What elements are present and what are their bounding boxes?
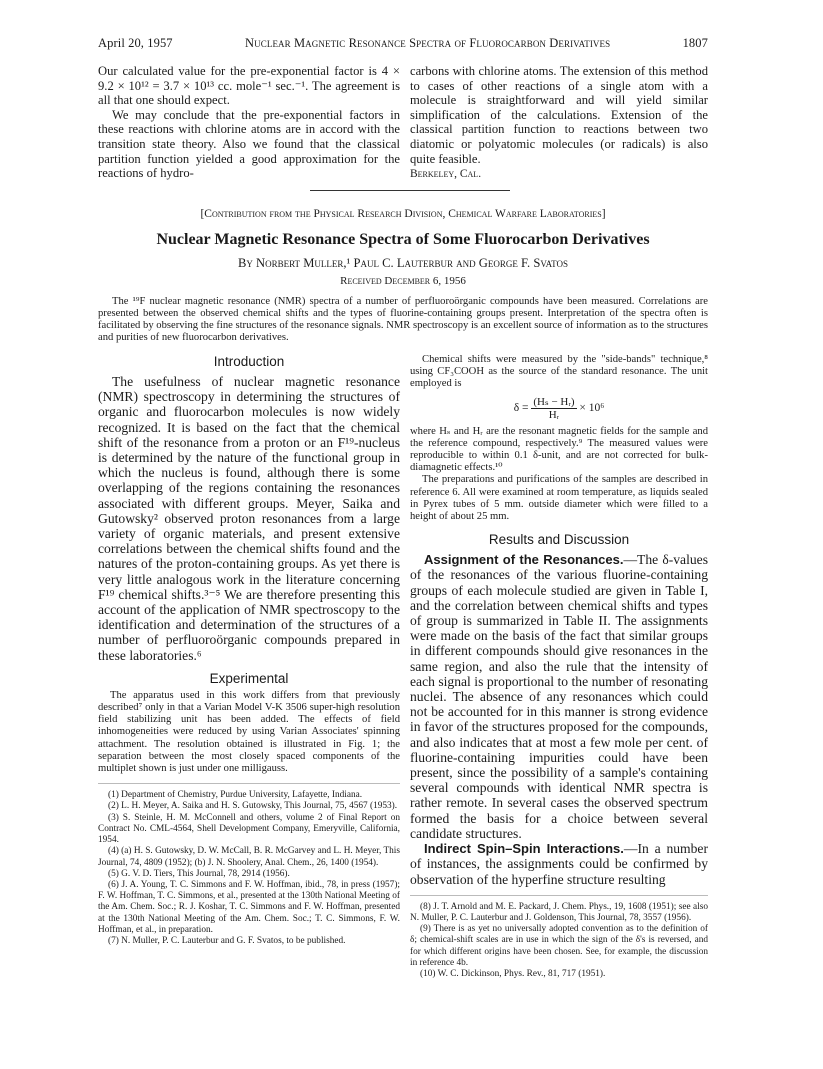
methods-paragraph-2: where Hₛ and Hᵣ are the resonant magnetic fields for the sample and the reference compound, respectively.⁹ The measured values were reproducible to within 0.1 δ-unit, and are not corrected for bulk-diamagnetic effects.¹⁰ — [410, 425, 708, 474]
abstract-text: The ¹⁹F nuclear magnetic resonance (NMR) spectra of a number of perfluoroörganic compounds have been measured. Correlations are presented between the observed chemical shifts and the types of fluorine-containing groups present. Interpretation of the spectra often is facilitated by observing the fine structures of the resonance signals. NMR spectroscopy is an excellent source of information as to the structures and purities of new fluorocarbon derivatives. — [98, 296, 708, 343]
footnote-rule — [98, 783, 400, 784]
left-footnotes — [98, 790, 400, 947]
footnote-3: (3) S. Steinle, H. M. McConnell and others, volume 2 of Final Report on Contract No. CML-4564, Shell Development Company, Emeryville, California, 1954. — [98, 812, 400, 846]
assignment-text: —The δ-values of the resonances of the various fluorine-containing groups of each molecule studied are given in Table I, and the correlation between chemical shifts and types of group is summarized in Table II. The assignments were made on the basis of the fact that similar groups in different compounds should give resonances in the same region, and also the rule that the intensity of each signal is proportional to the number of resonating nuclei. The absence of any resonances which could not be accounted for in this manner is strong evidence in favor of the structures proposed for the compounds, and also indicates that at most a few mole per cent. of fluorine-containing impurities could have been present, since the possibility of a sample's containing several compounds with identical NMR spectra is rather remote. In several cases the observed spectrum formed the basis for a choice between several candidate structures. — [410, 552, 708, 841]
prev-left-paragraph-2: We may conclude that the pre-exponential factors in these reactions with chlorine atoms are in accord with the transition state theory. Also we found that the classical partition function yielded a good approximation for the reactions of hydro- — [98, 107, 400, 181]
footnote-8: (8) J. T. Arnold and M. E. Packard, J. Chem. Phys., 19, 1608 (1951); see also N. Muller, P. C. Lauterbur and J. Goldenson, This Journal, 78, 3557 (1956). — [410, 901, 708, 923]
right-footnote-rule — [410, 895, 708, 896]
results-body — [410, 552, 708, 886]
experimental-body — [98, 690, 400, 775]
footnote-6: (6) J. A. Young, T. C. Simmons and F. W. Hoffman, ibid., 78, in press (1957); F. W. Hoffman, T. C. Simmons, et al., presented at the 130th National Meeting of the Am. Chem. Soc.; R. J. Koshar, T. C. Simmons and F. W. Hoffman, presented at the 130th National Meeting of the Am. Chem. Soc.; T. C. Simmons, F. W. Hoffman, et al., in preparation. — [98, 879, 400, 935]
experimental-heading: Experimental — [209, 670, 289, 686]
equation-denominator: Hᵣ — [548, 408, 560, 421]
right-column — [410, 354, 708, 980]
methods-paragraph-3: The preparations and purifications of the samples are described in reference 6. All were examined at room temperature, as liquids sealed in Pyrex tubes of 5 mm. outside diameter which were filled to a height of about 25 mm. — [410, 474, 708, 523]
abstract — [98, 296, 708, 344]
prev-right-paragraph-1: carbons with chlorine atoms. The extension of this method to cases of other reactions of a single atom with a molecule is straightforward and will yield similar simplification of the calculations. Extension of the classical partition function to reactions between two diatomic or polyatomic molecules (or radicals) is also quite feasible. — [410, 64, 708, 166]
assignment-paragraph — [410, 552, 708, 841]
received-date: Received December 6, 1956 — [340, 275, 466, 287]
article-authors: By Norbert Muller,¹ Paul C. Lauterbur and George F. Svatos — [237, 256, 569, 270]
article-separator — [310, 190, 510, 191]
equation-rhs: × 10⁶ — [579, 401, 605, 414]
experimental-paragraph: The apparatus used in this work differs from that previously described⁷ only in that a Varian Model V-K 3506 super-high resolution field stabilizing unit has been added. The effects of field inhomogeneities were reduced by using Varian Associates' spinning attachment. The resolution obtained is illustrated in Fig. 1; the separation between the most closely spaced components of the multiplet shown is just under one milligauss. — [98, 689, 400, 775]
equation-lhs: δ = — [513, 401, 529, 414]
footnote-2: (2) L. H. Meyer, A. Saika and H. S. Gutowsky, This Journal, 75, 4567 (1953). — [108, 801, 398, 812]
article-title: Nuclear Magnetic Resonance Spectra of Some Fluorocarbon Derivatives — [156, 231, 650, 248]
right-footnotes — [410, 902, 708, 980]
delta-equation — [410, 396, 708, 421]
issue-date: April 20, 1957 — [98, 36, 173, 50]
spin-runin-heading: Indirect Spin–Spin Interactions. — [424, 841, 624, 857]
footnote-1: (1) Department of Chemistry, Purdue University, Lafayette, Indiana. — [108, 790, 363, 801]
page-number: 1807 — [682, 36, 708, 50]
equation-numerator: (Hₛ − Hᵣ) — [533, 395, 575, 408]
running-title: Nuclear Magnetic Resonance Spectra of Fluorocarbon Derivatives — [245, 36, 611, 50]
methods-body-2 — [410, 426, 708, 524]
introduction-paragraph: The usefulness of nuclear magnetic resonance (NMR) spectroscopy in determining the structures of organic and fluorocarbon molecules is now widely recognized. It is based on the fact that the chemical shift of the resonance from a proton or an F¹⁹-nucleus is determined by the nature of the functional group in which the nucleus is found, although there is some overlapping of the regions containing the resonances associated with different groups. Meyer, Saika and Gutowsky² observed proton resonances from a large variety of organic materials, and present extensive correlations between the chemical shifts found and the natures of the proton-containing groups. As yet there is very little analogous work in the literature concerning F¹⁹ chemical shifts.³⁻⁵ We are therefore presenting this account of the application of NMR spectroscopy to the identification and determination of the structures of a number of perfluoroörganic compounds prepared in these laboratories.⁶ — [98, 374, 400, 663]
prev-article-right — [410, 64, 708, 182]
footnote-10: (10) W. C. Dickinson, Phys. Rev., 81, 717 (1951). — [420, 968, 606, 979]
footnote-5: (5) G. V. D. Tiers, This Journal, 78, 2914 (1956). — [108, 868, 290, 879]
prev-affiliation: Berkeley, Cal. — [410, 168, 482, 181]
spin-paragraph — [410, 841, 708, 887]
methods-paragraph-1: Chemical shifts were measured by the "side-bands" technique,⁸ using CF₃COOH as the source of the standard resonance. The unit employed is — [410, 354, 708, 390]
footnote-9: (9) There is as yet no universally adopted convention as to the definition of δ; chemical-shift scales are in use in which the sign of the δ's is reversed, and for which different origins have been chosen. See, for example, the discussion in reference 4b. — [410, 924, 708, 968]
methods-body — [410, 354, 708, 391]
assignment-runin-heading: Assignment of the Resonances. — [424, 552, 624, 568]
footnote-4: (4) (a) H. S. Gutowsky, D. W. McCall, B. R. McGarvey and L. H. Meyer, This Journal, 74, 4809 (1952); (b) J. N. Shoolery, Anal. Chem., 26, 1400 (1954). — [98, 846, 400, 868]
prev-article-left — [98, 64, 400, 181]
contribution-line: [Contribution from the Physical Research Division, Chemical Warfare Laboratories] — [200, 208, 606, 220]
running-head — [98, 36, 708, 51]
left-column — [98, 354, 400, 947]
introduction-heading: Introduction — [213, 354, 285, 369]
prev-left-paragraph-1: Our calculated value for the pre-exponential factor is 4 × 9.2 × 10¹² = 3.7 × 10¹³ cc. mole⁻¹ sec.⁻¹. The agreement is all that one should expect. — [98, 64, 400, 108]
spin-text: —In a number of instances, the assignments could be confirmed by observation of the hyperfine structure resulting — [410, 841, 708, 887]
results-heading: Results and Discussion — [488, 532, 630, 548]
equation-fraction — [531, 396, 576, 421]
footnote-7: (7) N. Muller, P. C. Lauterbur and G. F. Svatos, to be published. — [108, 935, 346, 946]
introduction-body — [98, 374, 400, 663]
